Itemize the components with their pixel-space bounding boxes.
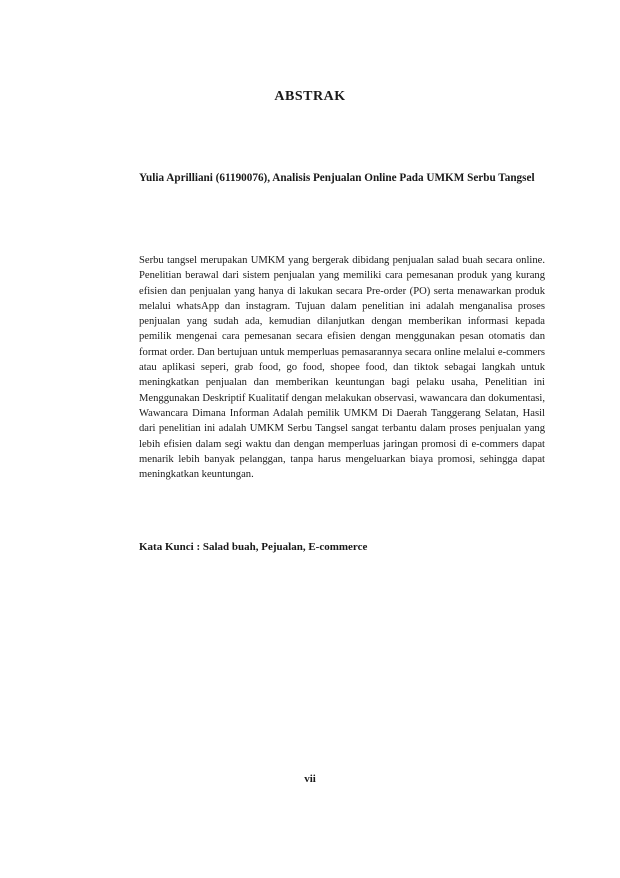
page-title: ABSTRAK: [274, 89, 346, 104]
page-number: vii: [304, 773, 316, 785]
keywords-line: Kata Kunci : Salad buah, Pejualan, E-commerce: [139, 541, 368, 553]
abstract-paragraph: Serbu tangsel merupakan UMKM yang bergerak dibidang penjualan salad buah secara online. Penelitian berawal dari sistem penjualan yang memiliki cara pemesanan produk yang kurang efisien dan penjualan yang hanya di lakukan secara Pre-order (PO) serta menawarkan produk melalui whatsApp dan instagram. Tujuan dalam penelitian ini adalah menganalisa proses penjualan yang sudah ada, kemudian dilanjutkan dengan memberikan informasi kepada pemilik mengenai cara pemesanan secara efisien dengan menggunakan pesan otomatis dan format order. Dan bertujuan untuk memperluas pemasarannya secara online melalui e-commers atau aplikasi seperi, grab food, go food, shopee food, dan tiktok sebagai langkah untuk meningkatkan penjualan dan memberikan keuntungan bagi pelaku usaha, Penelitian ini Menggunakan Deskriptif Kualitatif dengan melakukan observasi, wawancara dan dokumentasi, Wawancara Dimana Informan Adalah pemilik UMKM Di Daerah Tanggerang Selatan, Hasil dari penelitian ini adalah UMKM Serbu Tangsel sangat terbantu dalam proses penjualan yang lebih efisien dalam segi waktu dan dengan memperluas jaringan promosi di e-commers dapat menarik lebih banyak pelanggan, tanpa harus mengeluarkan biaya promosi, sehingga dapat meningkatkan keuntungan.: [139, 255, 545, 481]
author-line: Yulia Aprilliani (61190076), Analisis Penjualan Online Pada UMKM Serbu Tangsel: [139, 172, 535, 184]
